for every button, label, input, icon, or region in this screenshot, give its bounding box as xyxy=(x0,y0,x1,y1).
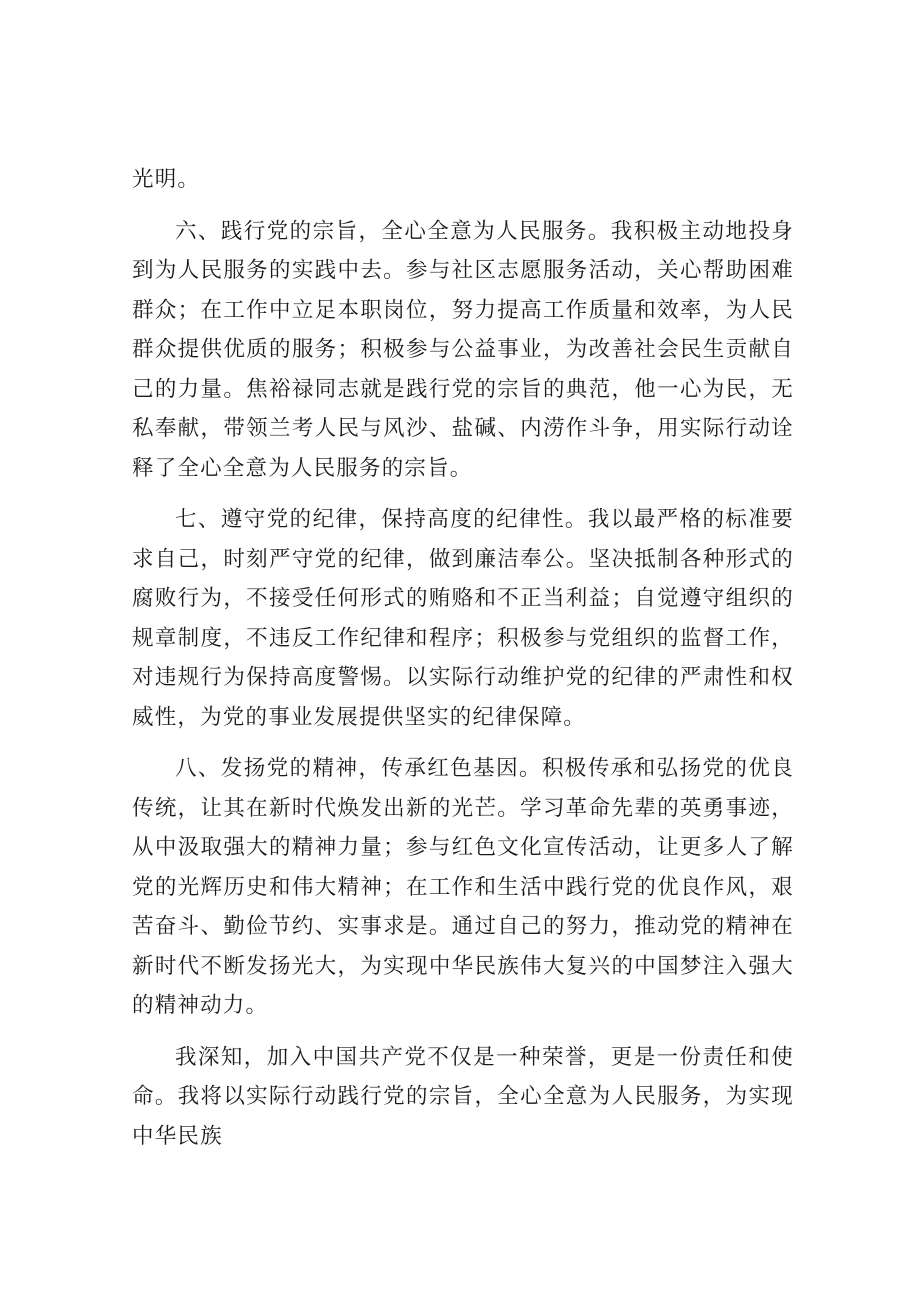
document-body xyxy=(132,160,794,1168)
paragraph-eight: 八、发扬党的精神，传承红色基因。积极传承和弘扬党的优良传统，让其在新时代焕发出新的光芒。学习革命先辈的英勇事迹，从中汲取强大的精神力量；参与红色文化宣传活动，让更多人了解党的光辉历史和伟大精神；在工作和生活中践行党的优良作风，艰苦奋斗、勤俭节约、实事求是。通过自己的努力，推动党的精神在新时代不断发扬光大，为实现中华民族伟大复兴的中国梦注入强大的精神动力。 xyxy=(132,756,794,1018)
paragraph-seven: 七、遵守党的纪律，保持高度的纪律性。我以最严格的标准要求自己，时刻严守党的纪律，做到廉洁奉公。坚决抵制各种形式的腐败行为，不接受任何形式的贿赂和不正当利益；自觉遵守组织的规章制度，不违反工作纪律和程序；积极参与党组织的监督工作，对违规行为保持高度警惕。以实际行动维护党的纪律的严肃性和权威性，为党的事业发展提供坚实的纪律保障。 xyxy=(132,507,794,730)
paragraph-six: 六、践行党的宗旨，全心全意为人民服务。我积极主动地投身到为人民服务的实践中去。参与社区志愿服务活动，关心帮助困难群众；在工作中立足本职岗位，努力提高工作质量和效率，为人民群众提供优质的服务；积极参与公益事业，为改善社会民生贡献自己的力量。焦裕禄同志就是践行党的宗旨的典范，他一心为民，无私奉献，带领兰考人民与风沙、盐碱、内涝作斗争，用实际行动诠释了全心全意为人民服务的宗旨。 xyxy=(132,218,794,481)
paragraph-continuation: 光明。 xyxy=(132,167,201,192)
paragraph-conclusion: 我深知，加入中国共产党不仅是一种荣誉，更是一份责任和使命。我将以实际行动践行党的宗旨，全心全意为人民服务，为实现中华民族 xyxy=(132,1044,794,1149)
